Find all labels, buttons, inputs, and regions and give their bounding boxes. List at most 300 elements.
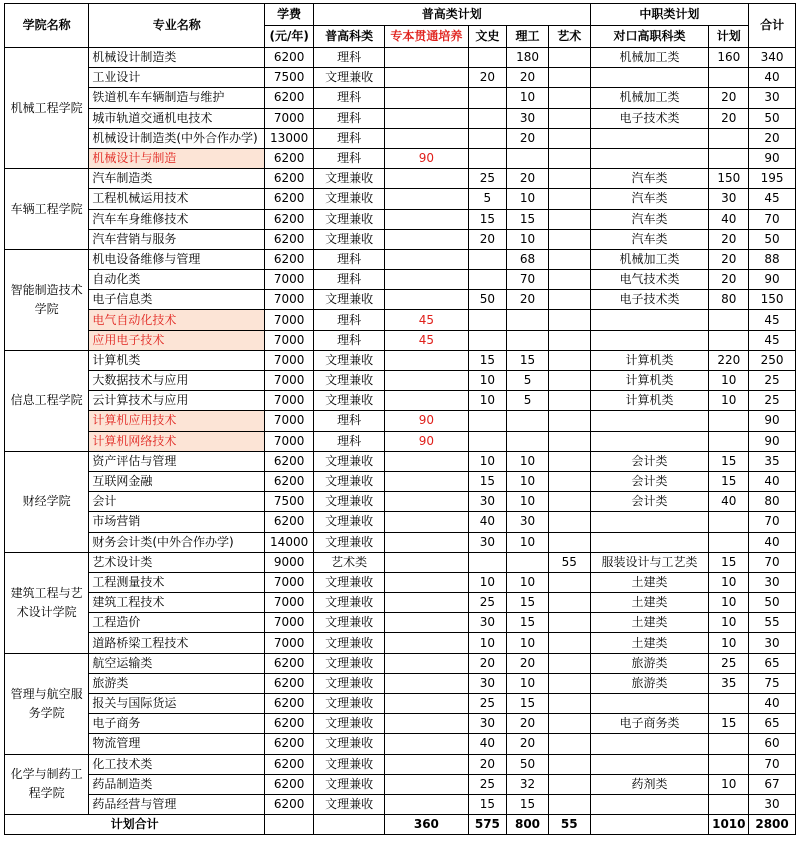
general-type-cell: 理科 <box>314 270 385 290</box>
total-cell: 40 <box>749 471 796 491</box>
fee-cell: 7500 <box>265 492 314 512</box>
through-train-cell <box>385 613 468 633</box>
table-row <box>5 492 796 512</box>
major-name-cell: 电子信息类 <box>89 290 265 310</box>
through-train-cell <box>385 209 468 229</box>
table-row <box>5 249 796 269</box>
major-name-cell: 应用电子技术 <box>89 330 265 350</box>
header-plan: 计划 <box>709 26 749 48</box>
table-row <box>5 653 796 673</box>
through-train-cell <box>385 552 468 572</box>
total-cell: 67 <box>749 774 796 794</box>
total-cell: 55 <box>749 613 796 633</box>
vocational-plan-cell <box>709 431 749 451</box>
vocational-plan-cell: 15 <box>709 451 749 471</box>
art-cell <box>548 310 590 330</box>
vocational-plan-cell: 10 <box>709 371 749 391</box>
general-type-cell: 文理兼收 <box>314 572 385 592</box>
vocational-plan-cell <box>709 411 749 431</box>
major-name-cell: 资产评估与管理 <box>89 451 265 471</box>
wenshi-cell: 15 <box>468 209 507 229</box>
footer-row <box>5 815 796 835</box>
fee-cell: 6200 <box>265 189 314 209</box>
table-row <box>5 169 796 189</box>
general-type-cell: 文理兼收 <box>314 633 385 653</box>
vocational-plan-cell: 220 <box>709 350 749 370</box>
vocational-type-cell <box>590 128 709 148</box>
wenshi-cell: 25 <box>468 169 507 189</box>
ligong-cell: 10 <box>507 451 549 471</box>
major-name-cell: 机械设计制造类(中外合作办学) <box>89 128 265 148</box>
fee-cell: 7000 <box>265 572 314 592</box>
total-cell: 70 <box>749 209 796 229</box>
table-row <box>5 68 796 88</box>
vocational-plan-cell: 10 <box>709 593 749 613</box>
footer-total: 2800 <box>749 815 796 835</box>
art-cell <box>548 714 590 734</box>
footer-general-type <box>314 815 385 835</box>
through-train-cell <box>385 794 468 814</box>
total-cell: 65 <box>749 714 796 734</box>
total-cell: 90 <box>749 431 796 451</box>
general-type-cell: 理科 <box>314 431 385 451</box>
fee-cell: 7000 <box>265 330 314 350</box>
total-cell: 50 <box>749 108 796 128</box>
wenshi-cell: 10 <box>468 371 507 391</box>
major-name-cell: 工程机械运用技术 <box>89 189 265 209</box>
vocational-plan-cell: 20 <box>709 249 749 269</box>
total-cell: 45 <box>749 330 796 350</box>
vocational-type-cell: 计算机类 <box>590 350 709 370</box>
fee-cell: 6200 <box>265 714 314 734</box>
total-cell: 150 <box>749 290 796 310</box>
through-train-cell <box>385 128 468 148</box>
ligong-cell: 20 <box>507 290 549 310</box>
major-name-cell: 会计 <box>89 492 265 512</box>
admission-plan-table <box>4 3 796 835</box>
ligong-cell: 20 <box>507 68 549 88</box>
art-cell <box>548 774 590 794</box>
total-cell: 25 <box>749 371 796 391</box>
fee-cell: 7000 <box>265 593 314 613</box>
header-ligong: 理工 <box>507 26 549 48</box>
header-general-plan: 普高类计划 <box>314 4 591 26</box>
vocational-plan-cell <box>709 128 749 148</box>
vocational-type-cell: 旅游类 <box>590 673 709 693</box>
general-type-cell: 理科 <box>314 108 385 128</box>
fee-cell: 7000 <box>265 391 314 411</box>
general-type-cell: 文理兼收 <box>314 189 385 209</box>
table-row <box>5 209 796 229</box>
major-name-cell: 电子商务 <box>89 714 265 734</box>
wenshi-cell: 10 <box>468 391 507 411</box>
table-row <box>5 350 796 370</box>
major-name-cell: 机械设计制造类 <box>89 48 265 68</box>
general-type-cell: 理科 <box>314 148 385 168</box>
total-cell: 40 <box>749 694 796 714</box>
ligong-cell: 10 <box>507 673 549 693</box>
ligong-cell <box>507 330 549 350</box>
table-row <box>5 411 796 431</box>
major-name-cell: 电气自动化技术 <box>89 310 265 330</box>
wenshi-cell <box>468 148 507 168</box>
through-train-cell <box>385 270 468 290</box>
vocational-type-cell <box>590 148 709 168</box>
table-row <box>5 673 796 693</box>
fee-cell: 6200 <box>265 88 314 108</box>
total-cell: 70 <box>749 552 796 572</box>
general-type-cell: 理科 <box>314 411 385 431</box>
major-name-cell: 航空运输类 <box>89 653 265 673</box>
total-cell: 40 <box>749 68 796 88</box>
ligong-cell: 10 <box>507 633 549 653</box>
fee-cell: 6200 <box>265 794 314 814</box>
table-row <box>5 471 796 491</box>
total-cell: 30 <box>749 88 796 108</box>
fee-cell: 6200 <box>265 451 314 471</box>
fee-cell: 7500 <box>265 68 314 88</box>
table-row <box>5 88 796 108</box>
vocational-plan-cell <box>709 512 749 532</box>
through-train-cell <box>385 694 468 714</box>
fee-cell: 7000 <box>265 633 314 653</box>
through-train-cell <box>385 169 468 189</box>
footer-wenshi: 575 <box>468 815 507 835</box>
art-cell <box>548 532 590 552</box>
total-cell: 40 <box>749 532 796 552</box>
total-cell: 70 <box>749 754 796 774</box>
ligong-cell: 10 <box>507 572 549 592</box>
fee-cell: 6200 <box>265 734 314 754</box>
art-cell <box>548 391 590 411</box>
fee-cell: 7000 <box>265 411 314 431</box>
college-name-cell: 管理与航空服务学院 <box>5 653 89 754</box>
wenshi-cell: 20 <box>468 229 507 249</box>
table-row <box>5 290 796 310</box>
vocational-type-cell: 机械加工类 <box>590 48 709 68</box>
header-total: 合计 <box>749 4 796 48</box>
through-train-cell <box>385 754 468 774</box>
total-cell: 90 <box>749 270 796 290</box>
through-train-cell <box>385 249 468 269</box>
table-row <box>5 189 796 209</box>
total-cell: 50 <box>749 593 796 613</box>
table-row <box>5 330 796 350</box>
college-name-cell: 车辆工程学院 <box>5 169 89 250</box>
vocational-type-cell: 会计类 <box>590 451 709 471</box>
vocational-type-cell <box>590 411 709 431</box>
wenshi-cell: 10 <box>468 572 507 592</box>
through-train-cell <box>385 512 468 532</box>
wenshi-cell: 5 <box>468 189 507 209</box>
ligong-cell: 20 <box>507 128 549 148</box>
fee-cell: 9000 <box>265 552 314 572</box>
art-cell <box>548 189 590 209</box>
vocational-type-cell: 服装设计与工艺类 <box>590 552 709 572</box>
vocational-type-cell: 汽车类 <box>590 169 709 189</box>
major-name-cell: 计算机应用技术 <box>89 411 265 431</box>
vocational-plan-cell: 40 <box>709 492 749 512</box>
vocational-plan-cell: 15 <box>709 552 749 572</box>
ligong-cell: 15 <box>507 794 549 814</box>
wenshi-cell: 50 <box>468 290 507 310</box>
vocational-plan-cell <box>709 330 749 350</box>
major-name-cell: 工程测量技术 <box>89 572 265 592</box>
table-row <box>5 431 796 451</box>
wenshi-cell <box>468 249 507 269</box>
vocational-plan-cell <box>709 68 749 88</box>
header-art: 艺术 <box>548 26 590 48</box>
art-cell <box>548 330 590 350</box>
header-major: 专业名称 <box>89 4 265 48</box>
major-name-cell: 市场营销 <box>89 512 265 532</box>
admission-plan-table-wrapper <box>4 3 796 835</box>
fee-cell: 7000 <box>265 431 314 451</box>
major-name-cell: 云计算技术与应用 <box>89 391 265 411</box>
wenshi-cell: 25 <box>468 774 507 794</box>
college-name-cell: 建筑工程与艺术设计学院 <box>5 552 89 653</box>
ligong-cell: 70 <box>507 270 549 290</box>
vocational-plan-cell <box>709 694 749 714</box>
table-body <box>5 48 796 815</box>
footer-label: 计划合计 <box>5 815 265 835</box>
ligong-cell: 20 <box>507 653 549 673</box>
general-type-cell: 文理兼收 <box>314 492 385 512</box>
general-type-cell: 文理兼收 <box>314 209 385 229</box>
art-cell <box>548 451 590 471</box>
through-train-cell <box>385 593 468 613</box>
art-cell <box>548 653 590 673</box>
ligong-cell: 68 <box>507 249 549 269</box>
vocational-plan-cell: 35 <box>709 673 749 693</box>
wenshi-cell: 10 <box>468 633 507 653</box>
total-cell: 90 <box>749 411 796 431</box>
general-type-cell: 文理兼收 <box>314 653 385 673</box>
table-row <box>5 48 796 68</box>
general-type-cell: 文理兼收 <box>314 613 385 633</box>
wenshi-cell: 30 <box>468 673 507 693</box>
vocational-plan-cell <box>709 310 749 330</box>
total-cell: 50 <box>749 229 796 249</box>
major-name-cell: 财务会计类(中外合作办学) <box>89 532 265 552</box>
major-name-cell: 报关与国际货运 <box>89 694 265 714</box>
vocational-type-cell: 机械加工类 <box>590 249 709 269</box>
vocational-type-cell: 土建类 <box>590 613 709 633</box>
ligong-cell: 20 <box>507 169 549 189</box>
vocational-plan-cell: 80 <box>709 290 749 310</box>
vocational-type-cell: 会计类 <box>590 471 709 491</box>
wenshi-cell: 15 <box>468 794 507 814</box>
major-name-cell: 旅游类 <box>89 673 265 693</box>
major-name-cell: 计算机类 <box>89 350 265 370</box>
vocational-plan-cell <box>709 532 749 552</box>
ligong-cell: 10 <box>507 88 549 108</box>
vocational-type-cell: 计算机类 <box>590 371 709 391</box>
total-cell: 88 <box>749 249 796 269</box>
ligong-cell <box>507 411 549 431</box>
table-row <box>5 371 796 391</box>
table-row <box>5 794 796 814</box>
through-train-cell <box>385 451 468 471</box>
art-cell <box>548 270 590 290</box>
table-row <box>5 774 796 794</box>
vocational-type-cell: 汽车类 <box>590 189 709 209</box>
table-row <box>5 270 796 290</box>
ligong-cell: 15 <box>507 613 549 633</box>
table-row <box>5 108 796 128</box>
wenshi-cell: 20 <box>468 68 507 88</box>
fee-cell: 6200 <box>265 148 314 168</box>
art-cell <box>548 229 590 249</box>
vocational-plan-cell: 15 <box>709 471 749 491</box>
vocational-plan-cell: 20 <box>709 108 749 128</box>
through-train-cell <box>385 471 468 491</box>
wenshi-cell: 30 <box>468 613 507 633</box>
wenshi-cell: 20 <box>468 754 507 774</box>
ligong-cell: 10 <box>507 532 549 552</box>
major-name-cell: 铁道机车车辆制造与维护 <box>89 88 265 108</box>
header-row-1 <box>5 4 796 26</box>
fee-cell: 6200 <box>265 694 314 714</box>
ligong-cell: 10 <box>507 189 549 209</box>
wenshi-cell: 30 <box>468 532 507 552</box>
ligong-cell: 10 <box>507 471 549 491</box>
general-type-cell: 文理兼收 <box>314 350 385 370</box>
total-cell: 90 <box>749 148 796 168</box>
art-cell <box>548 350 590 370</box>
vocational-type-cell: 旅游类 <box>590 653 709 673</box>
wenshi-cell <box>468 552 507 572</box>
college-name-cell: 化学与制药工程学院 <box>5 754 89 815</box>
fee-cell: 6200 <box>265 512 314 532</box>
through-train-cell <box>385 391 468 411</box>
through-train-cell <box>385 68 468 88</box>
general-type-cell: 文理兼收 <box>314 694 385 714</box>
major-name-cell: 建筑工程技术 <box>89 593 265 613</box>
ligong-cell: 180 <box>507 48 549 68</box>
footer-art: 55 <box>548 815 590 835</box>
major-name-cell: 计算机网络技术 <box>89 431 265 451</box>
wenshi-cell <box>468 108 507 128</box>
vocational-type-cell <box>590 512 709 532</box>
vocational-type-cell <box>590 754 709 774</box>
art-cell <box>548 148 590 168</box>
major-name-cell: 药品制造类 <box>89 774 265 794</box>
art-cell <box>548 88 590 108</box>
vocational-type-cell <box>590 330 709 350</box>
ligong-cell: 5 <box>507 371 549 391</box>
art-cell <box>548 613 590 633</box>
footer-ligong: 800 <box>507 815 549 835</box>
vocational-plan-cell <box>709 794 749 814</box>
table-row <box>5 613 796 633</box>
table-row <box>5 694 796 714</box>
major-name-cell: 机械设计与制造 <box>89 148 265 168</box>
table-row <box>5 734 796 754</box>
fee-cell: 6200 <box>265 774 314 794</box>
vocational-type-cell: 会计类 <box>590 492 709 512</box>
table-row <box>5 633 796 653</box>
art-cell <box>548 734 590 754</box>
ligong-cell <box>507 310 549 330</box>
through-train-cell <box>385 229 468 249</box>
art-cell <box>548 593 590 613</box>
total-cell: 340 <box>749 48 796 68</box>
through-train-cell: 45 <box>385 330 468 350</box>
general-type-cell: 文理兼收 <box>314 754 385 774</box>
college-name-cell: 财经学院 <box>5 451 89 552</box>
art-cell <box>548 794 590 814</box>
through-train-cell <box>385 492 468 512</box>
through-train-cell: 90 <box>385 411 468 431</box>
vocational-plan-cell: 150 <box>709 169 749 189</box>
general-type-cell: 文理兼收 <box>314 451 385 471</box>
vocational-type-cell: 电子商务类 <box>590 714 709 734</box>
through-train-cell: 90 <box>385 431 468 451</box>
vocational-type-cell <box>590 532 709 552</box>
table-row <box>5 391 796 411</box>
table-row <box>5 754 796 774</box>
table-row <box>5 572 796 592</box>
college-name-cell: 智能制造技术学院 <box>5 249 89 350</box>
total-cell: 60 <box>749 734 796 754</box>
table-row <box>5 148 796 168</box>
total-cell: 30 <box>749 633 796 653</box>
through-train-cell <box>385 350 468 370</box>
wenshi-cell: 30 <box>468 492 507 512</box>
fee-cell: 6200 <box>265 653 314 673</box>
vocational-type-cell: 汽车类 <box>590 209 709 229</box>
wenshi-cell <box>468 310 507 330</box>
general-type-cell: 理科 <box>314 330 385 350</box>
total-cell: 45 <box>749 310 796 330</box>
header-wenshi: 文史 <box>468 26 507 48</box>
fee-cell: 7000 <box>265 371 314 391</box>
general-type-cell: 文理兼收 <box>314 371 385 391</box>
major-name-cell: 道路桥梁工程技术 <box>89 633 265 653</box>
through-train-cell <box>385 774 468 794</box>
vocational-plan-cell: 20 <box>709 229 749 249</box>
major-name-cell: 工业设计 <box>89 68 265 88</box>
general-type-cell: 文理兼收 <box>314 734 385 754</box>
through-train-cell <box>385 48 468 68</box>
art-cell <box>548 108 590 128</box>
fee-cell: 6200 <box>265 673 314 693</box>
art-cell <box>548 209 590 229</box>
table-row <box>5 552 796 572</box>
fee-cell: 7000 <box>265 108 314 128</box>
vocational-plan-cell: 10 <box>709 774 749 794</box>
general-type-cell: 文理兼收 <box>314 673 385 693</box>
vocational-plan-cell: 10 <box>709 613 749 633</box>
major-name-cell: 汽车营销与服务 <box>89 229 265 249</box>
through-train-cell <box>385 653 468 673</box>
art-cell <box>548 68 590 88</box>
college-name-cell: 信息工程学院 <box>5 350 89 451</box>
major-name-cell: 自动化类 <box>89 270 265 290</box>
general-type-cell: 文理兼收 <box>314 169 385 189</box>
fee-cell: 7000 <box>265 270 314 290</box>
footer-vocational-type <box>590 815 709 835</box>
through-train-cell <box>385 532 468 552</box>
fee-cell: 14000 <box>265 532 314 552</box>
general-type-cell: 文理兼收 <box>314 290 385 310</box>
art-cell <box>548 512 590 532</box>
ligong-cell: 15 <box>507 593 549 613</box>
through-train-cell: 45 <box>385 310 468 330</box>
vocational-type-cell: 电子技术类 <box>590 108 709 128</box>
fee-cell: 6200 <box>265 209 314 229</box>
